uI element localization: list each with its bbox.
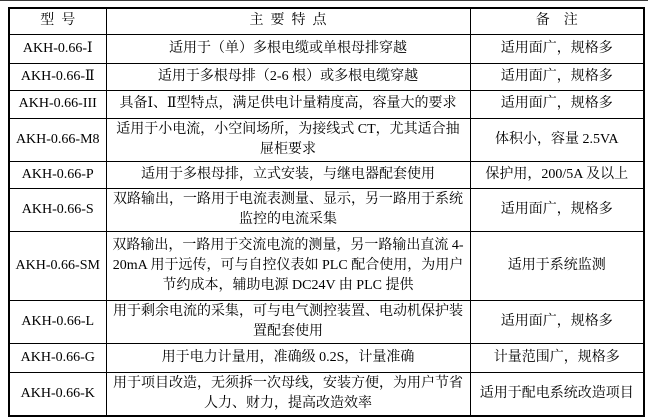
table-row [9,231,644,300]
remark-cell: 计量范围广，规格多 [470,343,644,372]
model-cell: AKH-0.66-L [9,300,106,343]
column-header-remark: 备 注 [470,8,644,34]
features-cell: 用于项目改造，无须拆一次母线，安装方便，为用户节省人力、财力，提高改造效率 [106,372,470,416]
model-cell: AKH-0.66-III [9,90,106,118]
table-row [9,372,644,416]
page-top-divider [0,0,648,1]
model-cell: AKH-0.66-M8 [9,118,106,161]
table-row [9,118,644,161]
model-cell: AKH-0.66-Ⅱ [9,63,106,90]
model-cell: AKH-0.66-G [9,343,106,372]
product-model-spec-table [8,7,645,417]
model-cell: AKH-0.66-SM [9,231,106,300]
table-header-row [9,8,644,34]
column-header-model: 型 号 [9,8,106,34]
table-row [9,34,644,63]
features-cell: 适用于多根母排，立式安装，与继电器配套使用 [106,161,470,188]
remark-cell: 体积小，容量 2.5VA [470,118,644,161]
remark-cell: 适用于配电系统改造项目 [470,372,644,416]
features-cell: 适用于多根母排（2-6 根）或多根电缆穿越 [106,63,470,90]
features-cell: 用于剩余电流的采集，可与电气测控装置、电动机保护装置配套使用 [106,300,470,343]
table-row [9,300,644,343]
features-cell: 用于电力计量用，准确级 0.2S，计量准确 [106,343,470,372]
remark-cell: 适用面广，规格多 [470,188,644,231]
column-header-features: 主 要 特 点 [106,8,470,34]
features-cell: 双路输出，一路用于交流电流的测量，另一路输出直流 4-20mA 用于远传，可与自控仪表如 PLC 配合使用，为用户节约成本，辅助电源 DC24V 由 PLC 提供 [106,231,470,300]
remark-cell: 适用面广，规格多 [470,34,644,63]
table-row [9,188,644,231]
features-cell: 适用于小电流，小空间场所，为接线式 CT，尤其适合抽屉柜要求 [106,118,470,161]
model-cell: AKH-0.66-Ⅰ [9,34,106,63]
table-row [9,63,644,90]
table-row [9,343,644,372]
table-row [9,161,644,188]
model-cell: AKH-0.66-P [9,161,106,188]
features-cell: 具备Ⅰ、Ⅱ型特点，满足供电计量精度高，容量大的要求 [106,90,470,118]
features-cell: 适用于（单）多根电缆或单根母排穿越 [106,34,470,63]
remark-cell: 适用面广，规格多 [470,63,644,90]
model-cell: AKH-0.66-S [9,188,106,231]
remark-cell: 适用面广，规格多 [470,300,644,343]
features-cell: 双路输出，一路用于电流表测量、显示，另一路用于系统监控的电流采集 [106,188,470,231]
remark-cell: 适用于系统监测 [470,231,644,300]
model-cell: AKH-0.66-K [9,372,106,416]
table-row [9,90,644,118]
remark-cell: 适用面广，规格多 [470,90,644,118]
remark-cell: 保护用，200/5A 及以上 [470,161,644,188]
